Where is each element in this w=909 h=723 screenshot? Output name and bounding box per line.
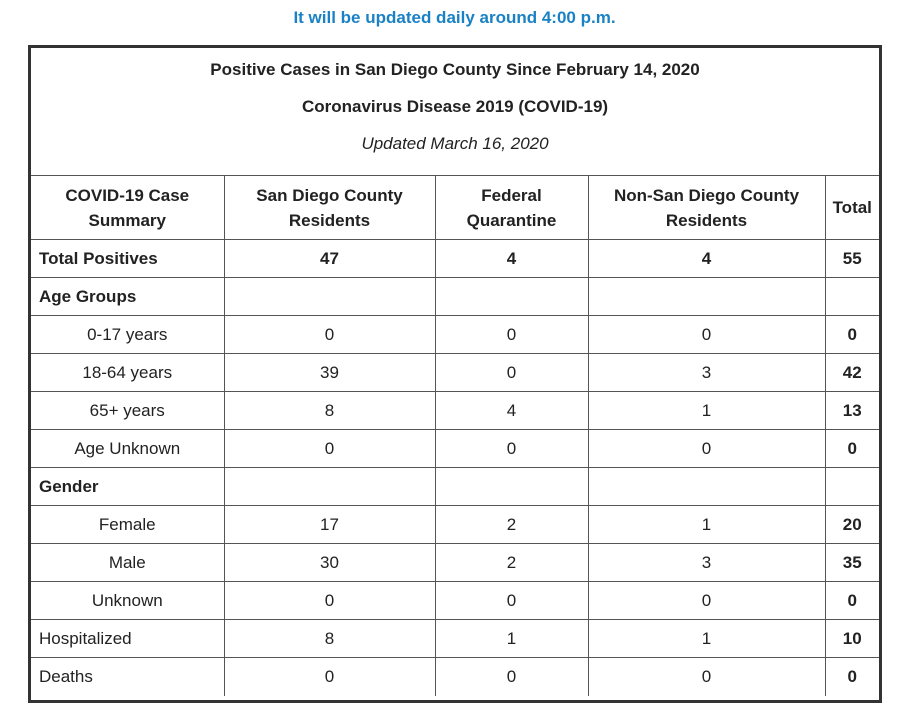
cell-federal: 0	[435, 658, 588, 696]
header-row	[31, 176, 879, 240]
row-label: Female	[31, 506, 224, 544]
row-label: 65+ years	[31, 392, 224, 430]
table-row-total-positives	[31, 240, 879, 278]
cell-federal: 0	[435, 316, 588, 354]
cell-residents: 0	[224, 582, 435, 620]
cell-residents: 17	[224, 506, 435, 544]
case-summary-table	[31, 175, 879, 696]
cell-nonresidents: 0	[588, 658, 825, 696]
cell-nonresidents: 1	[588, 506, 825, 544]
table-row-age-18-64	[31, 354, 879, 392]
header-nonresidents-line2: Residents	[665, 210, 748, 230]
header-residents-line1: San Diego County	[256, 185, 403, 205]
table-row-age-unknown	[31, 430, 879, 468]
cell-nonresidents: 1	[588, 392, 825, 430]
cell-total: 10	[825, 620, 879, 658]
cell-nonresidents: 0	[588, 582, 825, 620]
cell-empty	[825, 468, 879, 506]
cell-residents: 0	[224, 658, 435, 696]
table-row-age-groups	[31, 278, 879, 316]
row-label: Male	[31, 544, 224, 582]
cell-federal: 0	[435, 582, 588, 620]
cell-federal: 1	[435, 620, 588, 658]
section-label: Age Groups	[31, 278, 224, 316]
header-case-summary	[31, 176, 224, 240]
cell-nonresidents: 3	[588, 544, 825, 582]
cell-total: 13	[825, 392, 879, 430]
case-summary-panel	[28, 45, 882, 703]
cell-nonresidents: 1	[588, 620, 825, 658]
header-federal-line2: Quarantine	[466, 210, 557, 230]
header-federal-quarantine	[435, 176, 588, 240]
cell-residents: 0	[224, 430, 435, 468]
cell-federal: 0	[435, 430, 588, 468]
cell-empty	[825, 278, 879, 316]
cell-nonresidents: 4	[588, 240, 825, 278]
row-label: 0-17 years	[31, 316, 224, 354]
table-row-male	[31, 544, 879, 582]
cell-empty	[435, 278, 588, 316]
row-label: 18-64 years	[31, 354, 224, 392]
cell-nonresidents: 3	[588, 354, 825, 392]
table-row-gender-unknown	[31, 582, 879, 620]
header-residents-line2: Residents	[288, 210, 371, 230]
cell-total: 0	[825, 658, 879, 696]
cell-nonresidents: 0	[588, 430, 825, 468]
cell-residents: 0	[224, 316, 435, 354]
header-federal-line1: Federal	[481, 185, 542, 205]
cell-total: 0	[825, 582, 879, 620]
table-row-deaths	[31, 658, 879, 696]
cell-total: 0	[825, 430, 879, 468]
cell-federal: 0	[435, 354, 588, 392]
cell-empty	[224, 468, 435, 506]
cell-federal: 2	[435, 544, 588, 582]
table-title: Positive Cases in San Diego County Since February 14, 2020	[210, 60, 700, 79]
header-non-residents	[588, 176, 825, 240]
table-subtitle: Coronavirus Disease 2019 (COVID-19)	[301, 97, 609, 116]
section-label: Gender	[31, 468, 224, 506]
row-label: Age Unknown	[31, 430, 224, 468]
cell-nonresidents: 0	[588, 316, 825, 354]
cell-total: 42	[825, 354, 879, 392]
cell-empty	[588, 468, 825, 506]
updated-date: Updated March 16, 2020	[361, 134, 549, 153]
header-case-summary-line1: COVID-19 Case	[65, 185, 190, 205]
cell-residents: 47	[224, 240, 435, 278]
table-row-age-0-17	[31, 316, 879, 354]
cell-residents: 8	[224, 392, 435, 430]
cell-total: 55	[825, 240, 879, 278]
cell-total: 20	[825, 506, 879, 544]
cell-total: 35	[825, 544, 879, 582]
cell-federal: 2	[435, 506, 588, 544]
table-row-hospitalized	[31, 620, 879, 658]
header-nonresidents-line1: Non-San Diego County	[613, 185, 800, 205]
cell-empty	[224, 278, 435, 316]
row-label: Hospitalized	[31, 620, 224, 658]
cell-federal: 4	[435, 392, 588, 430]
cell-residents: 8	[224, 620, 435, 658]
table-row-female	[31, 506, 879, 544]
row-label: Unknown	[31, 582, 224, 620]
row-label: Deaths	[31, 658, 224, 696]
cell-residents: 30	[224, 544, 435, 582]
table-row-age-65-plus	[31, 392, 879, 430]
table-caption	[31, 48, 879, 175]
row-label: Total Positives	[31, 240, 224, 278]
header-residents	[224, 176, 435, 240]
header-case-summary-line2: Summary	[88, 210, 166, 230]
header-total: Total	[825, 176, 879, 240]
cell-total: 0	[825, 316, 879, 354]
cell-empty	[588, 278, 825, 316]
cell-empty	[435, 468, 588, 506]
cell-residents: 39	[224, 354, 435, 392]
update-notice: It will be updated daily around 4:00 p.m.	[293, 8, 616, 27]
cell-federal: 4	[435, 240, 588, 278]
table-row-gender	[31, 468, 879, 506]
